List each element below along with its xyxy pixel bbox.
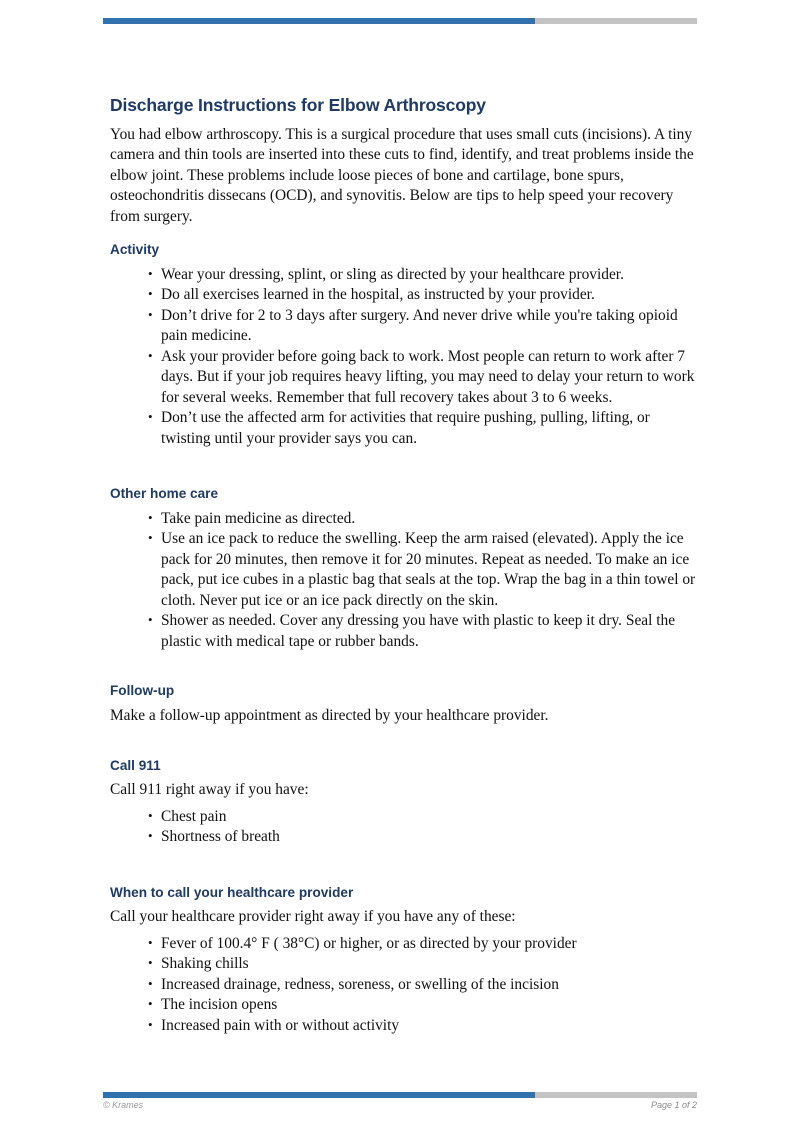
when-to-call-provider-list	[110, 934, 696, 1036]
list-item: • Chest pain	[148, 807, 696, 827]
list-item: • Increased drainage, redness, soreness, or swelling of the incision	[148, 975, 696, 995]
follow-up-paragraph: Make a follow-up appointment as directed by your healthcare provider.	[110, 707, 549, 725]
list-item: • The incision opens	[148, 995, 696, 1015]
spacer	[110, 652, 696, 682]
section-heading-other-home-care: Other home care	[110, 486, 219, 502]
section-heading-call-911: Call 911	[110, 757, 161, 773]
call-911-paragraph: Call 911 right away if you have:	[110, 781, 309, 799]
page-footer	[103, 1100, 697, 1110]
call-911-list	[110, 807, 696, 848]
list-item: • Increased pain with or without activity	[148, 1016, 696, 1036]
footer-page-number: Page 1 of 2	[650, 1100, 697, 1110]
list-item: • Take pain medicine as directed.	[148, 509, 696, 529]
list-item: • Wear your dressing, splint, or sling as directed by your healthcare provider.	[148, 265, 696, 285]
spacer	[110, 117, 696, 125]
list-item: • Shortness of breath	[148, 827, 696, 847]
list-item: • Don’t use the affected arm for activities that require pushing, pulling, lifting, or twisting until your provider says you can.	[148, 408, 696, 449]
spacer	[110, 449, 696, 485]
list-item: • Shaking chills	[148, 954, 696, 974]
activity-list	[110, 265, 696, 449]
when-to-call-provider-paragraph: Call your healthcare provider right away if you have any of these:	[110, 908, 516, 926]
list-item: • Shower as needed. Cover any dressing you have with plastic to keep it dry. Seal the plastic with medical tape or rubber bands.	[148, 611, 696, 652]
other-home-care-list	[110, 509, 696, 652]
section-heading-follow-up: Follow-up	[110, 683, 175, 699]
section-heading-when-to-call-provider: When to call your healthcare provider	[110, 884, 354, 900]
section-heading-activity: Activity	[110, 242, 160, 258]
list-item: • Ask your provider before going back to work. Most people can return to work after 7 days. But if your job requires heavy lifting, you may need to delay your return to work for several weeks. Remember that full recovery takes about 3 to 6 weeks.	[148, 347, 696, 408]
spacer	[110, 727, 696, 757]
intro-paragraph: You had elbow arthroscopy. This is a surgical procedure that uses small cuts (incisions). A tiny camera and thin tools are inserted into these cuts to find, identify, and treat problems inside the elbow joint. These problems include loose pieces of bone and cartilage, bone spurs, osteochondritis dissecans (OCD), and synovitis. Below are tips to help speed your recovery from surgery.	[110, 125, 694, 225]
list-item: • Do all exercises learned in the hospital, as instructed by your provider.	[148, 285, 696, 305]
spacer	[110, 848, 696, 884]
footer-copyright: © Krames	[103, 1100, 144, 1110]
list-item: • Don’t drive for 2 to 3 days after surgery. And never drive while you're taking opioid pain medicine.	[148, 306, 696, 347]
document-body	[110, 0, 696, 1036]
list-item: • Use an ice pack to reduce the swelling. Keep the arm raised (elevated). Apply the ice pack for 20 minutes, then remove it for 20 minutes. Repeat as needed. To make an ice pack, put ice cubes in a plastic bag that seals at the top. Wrap the bag in a thin towel or cloth. Never put ice or an ice pack directly on the skin.	[148, 529, 696, 611]
page-title: Discharge Instructions for Elbow Arthroscopy	[110, 95, 486, 115]
footer-rule	[103, 1092, 697, 1098]
footer-rule-gray-segment	[535, 1092, 697, 1098]
spacer	[110, 227, 696, 241]
list-item: • Fever of 100.4° F ( 38°C) or higher, or as directed by your provider	[148, 934, 696, 954]
footer-rule-blue-segment	[103, 1092, 535, 1098]
